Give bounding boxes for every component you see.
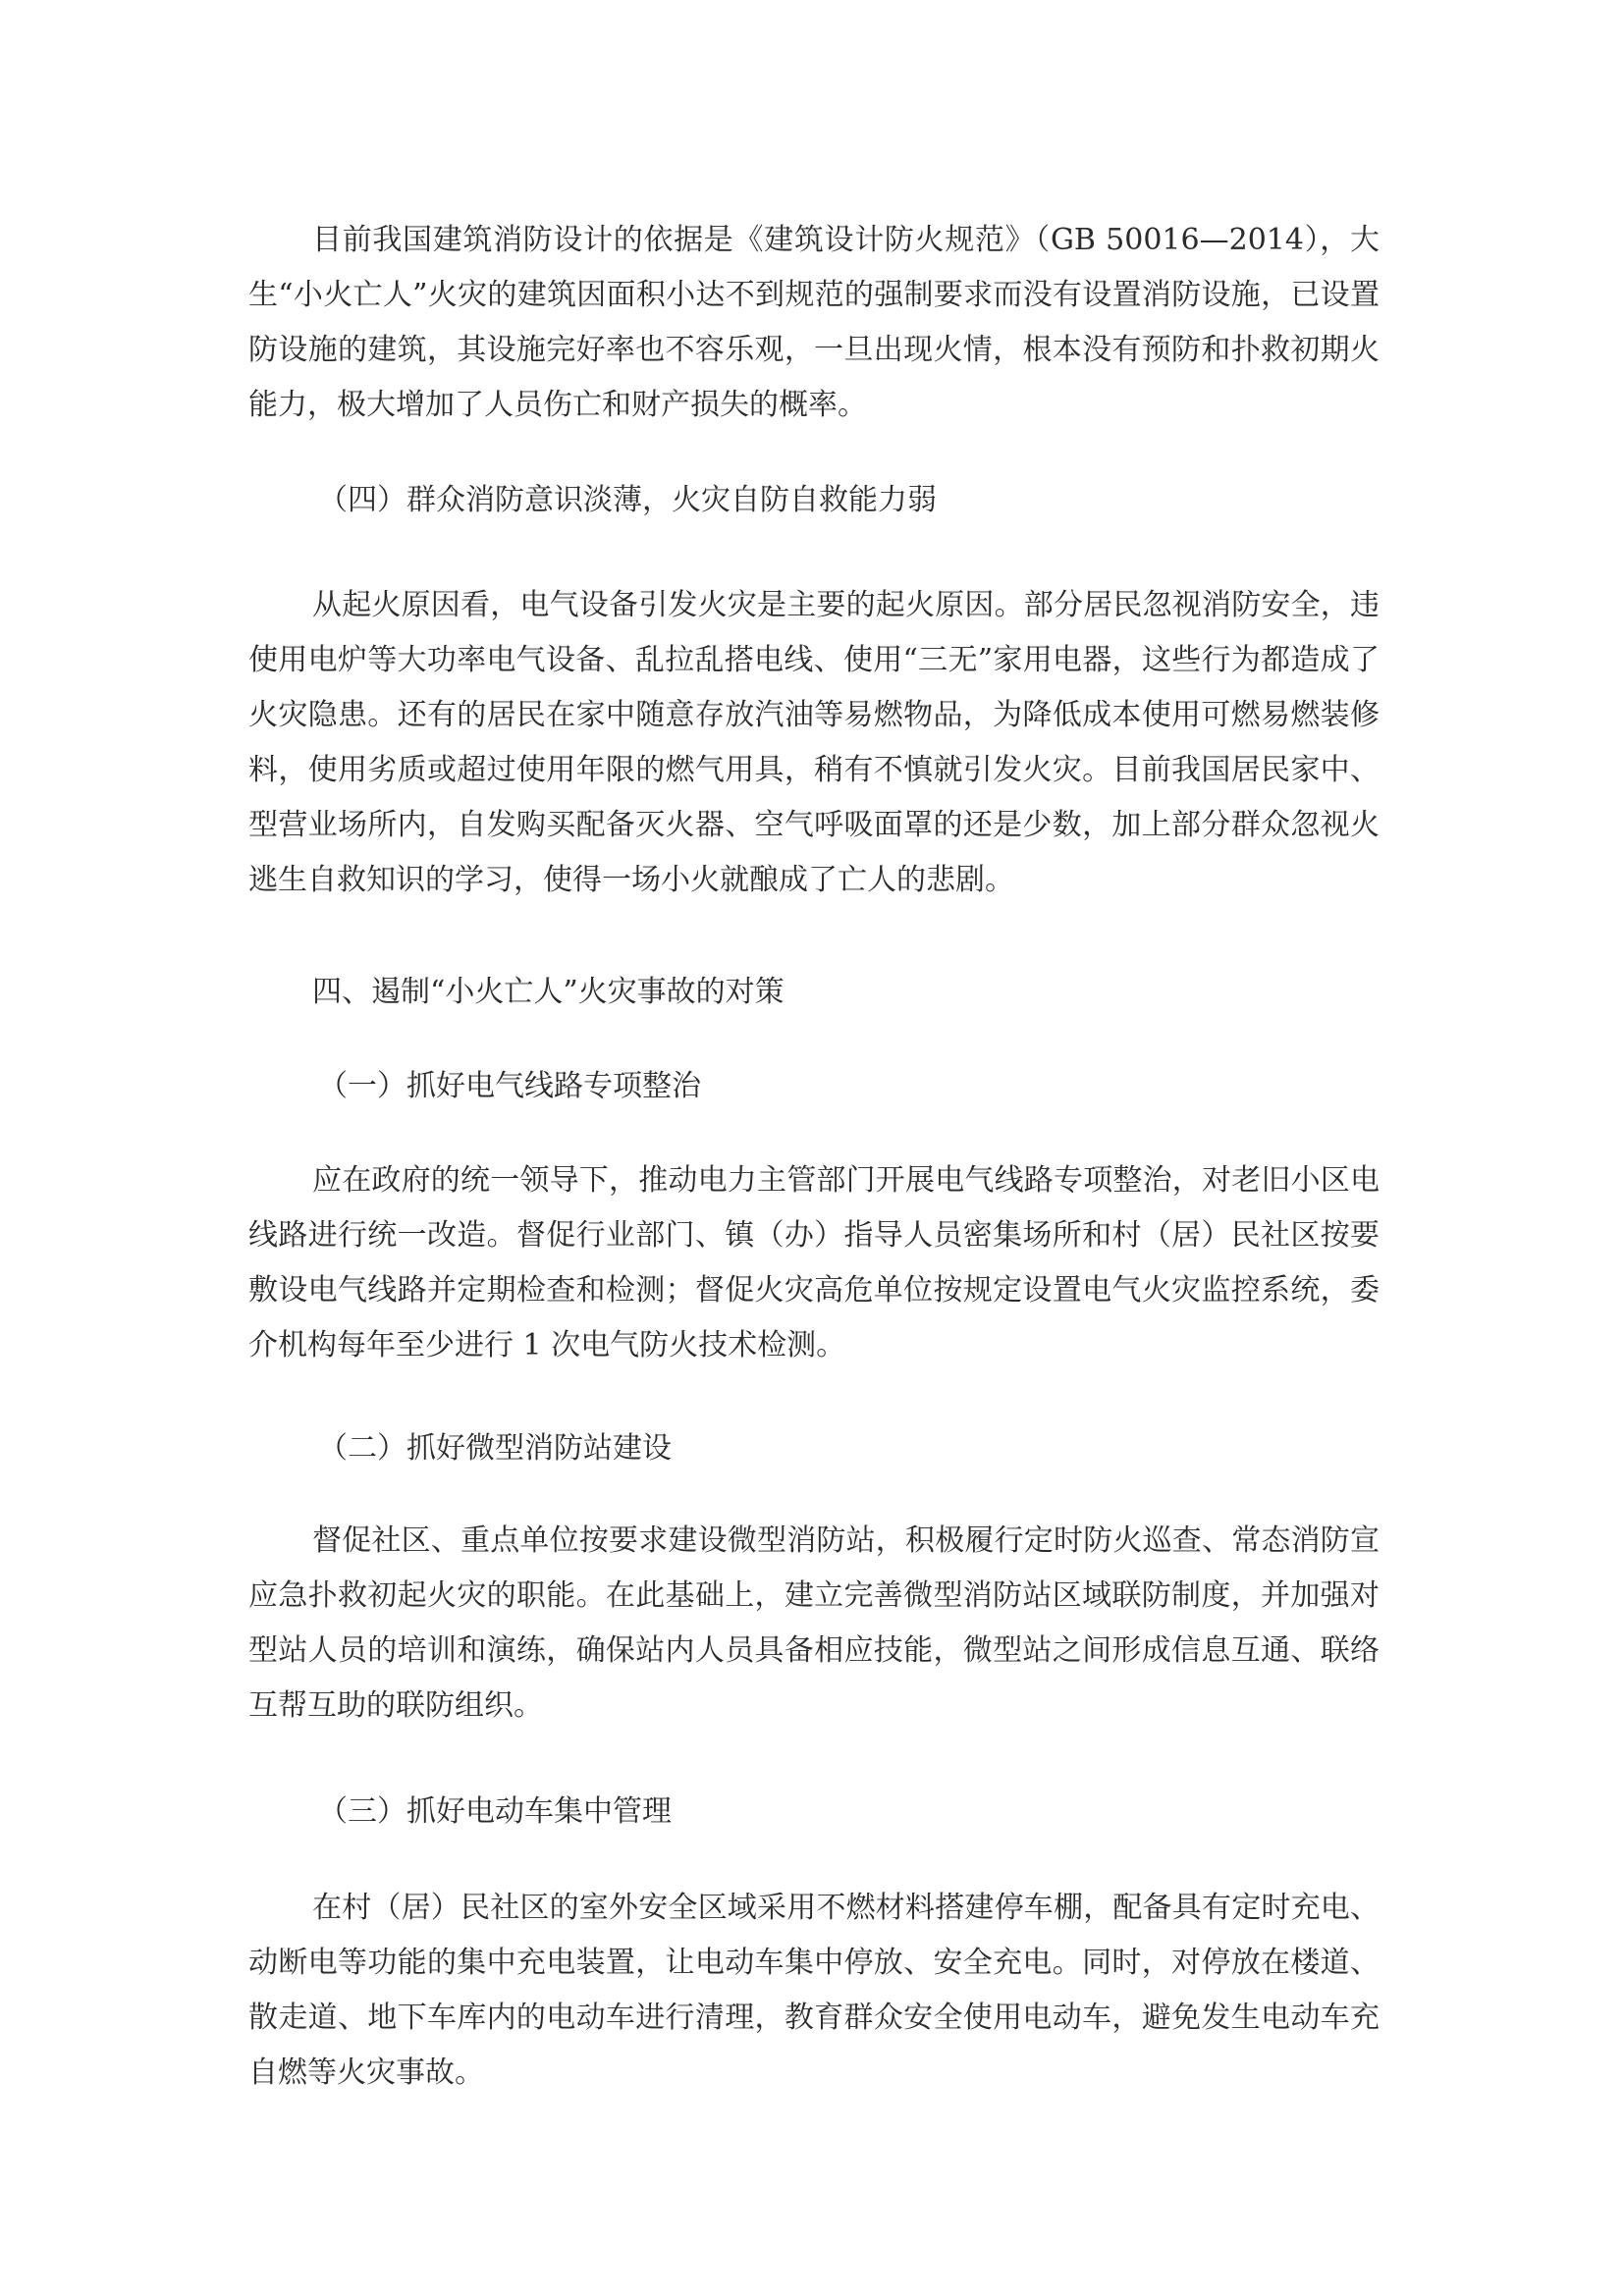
paragraph-micro-station bbox=[248, 1514, 1380, 1734]
text-line: 目前我国建筑消防设计的依据是《建筑设计防火规范》（GB 50016—2014），大 bbox=[312, 223, 1380, 257]
subheading-awareness: （四）群众消防意识淡薄，火灾自防自救能力弱 bbox=[318, 483, 937, 517]
text-line: 使用电炉等大功率电气设备、乱拉乱搭电线、使用“三无”家用电器，这些行为都造成了 bbox=[248, 643, 1380, 677]
paragraph-electrical bbox=[248, 1153, 1380, 1373]
text-line: 督促社区、重点单位按要求建设微型消防站，积极履行定时防火巡查、常态消防宣 bbox=[312, 1523, 1380, 1558]
text-line: 应在政府的统一领导下，推动电力主管部门开展电气线路专项整治，对老旧小区电 bbox=[312, 1163, 1380, 1198]
text-line: 型营业场所内，自发购买配备灭火器、空气呼吸面罩的还是少数，加上部分群众忽视火 bbox=[248, 808, 1380, 842]
text-line: 动断电等功能的集中充电装置，让电动车集中停放、安全充电。同时，对停放在楼道、 bbox=[248, 1946, 1380, 1980]
text-line: 应急扑救初起火灾的职能。在此基础上，建立完善微型消防站区域联防制度，并加强对 bbox=[248, 1578, 1380, 1613]
text-line: 料，使用劣质或超过使用年限的燃气用具，稍有不慎就引发火灾。目前我国居民家中、 bbox=[248, 753, 1380, 787]
paragraph-e-bike bbox=[248, 1881, 1380, 2101]
text-line: 火灾隐患。还有的居民在家中随意存放汽油等易燃物品，为降低成本使用可燃易燃装修 bbox=[248, 698, 1380, 732]
text-line: 介机构每年至少进行 1 次电气防火技术检测。 bbox=[248, 1328, 846, 1362]
text-line: 生“小火亡人”火灾的建筑因面积小达不到规范的强制要求而没有设置消防设施，已设置 bbox=[248, 278, 1380, 312]
subheading-electrical: （一）抓好电气线路专项整治 bbox=[318, 1069, 701, 1103]
paragraph-fire-code bbox=[248, 213, 1380, 433]
text-line: 能力，极大增加了人员伤亡和财产损失的概率。 bbox=[248, 388, 867, 422]
text-line: 在村（居）民社区的室外安全区域采用不燃材料搭建停车棚，配备具有定时充电、 bbox=[312, 1891, 1380, 1925]
section-heading-countermeasures: 四、遏制“小火亡人”火灾事故的对策 bbox=[312, 975, 785, 1009]
text-line: 自燃等火灾事故。 bbox=[248, 2056, 484, 2090]
text-line: 敷设电气线路并定期检查和检测；督促火灾高危单位按规定设置电气火灾监控系统，委 bbox=[248, 1273, 1380, 1308]
text-line: 逃生自救知识的学习，使得一场小火就酿成了亡人的悲剧。 bbox=[248, 863, 1014, 897]
paragraph-fire-causes bbox=[248, 578, 1380, 908]
text-line: 型站人员的培训和演练，确保站内人员具备相应技能，微型站之间形成信息互通、联络 bbox=[248, 1633, 1380, 1668]
text-line: 从起火原因看，电气设备引发火灾是主要的起火原因。部分居民忽视消防安全，违 bbox=[312, 588, 1380, 622]
subheading-e-bike: （三）抓好电动车集中管理 bbox=[318, 1794, 672, 1829]
text-line: 防设施的建筑，其设施完好率也不容乐观，一旦出现火情，根本没有预防和扑救初期火 bbox=[248, 333, 1380, 367]
subheading-micro-station: （二）抓好微型消防站建设 bbox=[318, 1431, 672, 1466]
text-line: 互帮互助的联防组织。 bbox=[248, 1688, 543, 1723]
text-line: 散走道、地下车库内的电动车进行清理，教育群众安全使用电动车，避免发生电动车充 bbox=[248, 2001, 1380, 2035]
text-line: 线路进行统一改造。督促行业部门、镇（办）指导人员密集场所和村（居）民社区按要 bbox=[248, 1218, 1380, 1253]
